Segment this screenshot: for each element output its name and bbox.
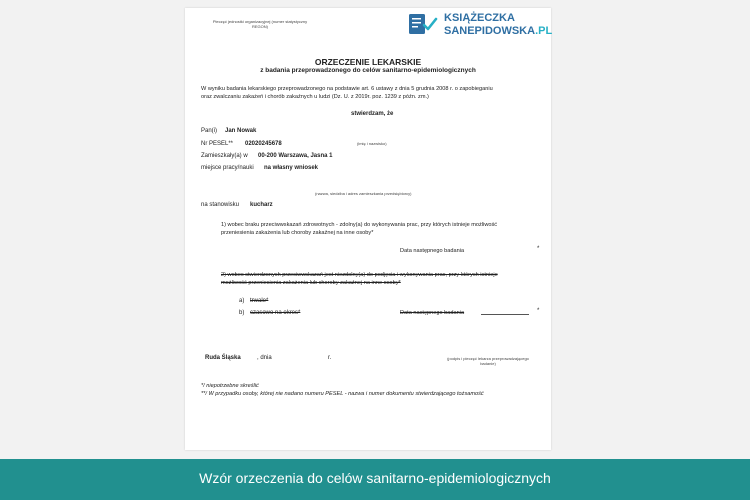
intro-line-2: oraz zwalczaniu zakażeń i chorób zakaźnych u ludzi (Dz. U. z 2019r. poz. 1239 z późn. zm.)	[201, 94, 429, 100]
next-exam-label-1: Data następnego badania	[400, 248, 465, 254]
item1-line-2: przeniesienia zakażenia lub choroby zakaźnej na inne osoby*	[221, 230, 374, 236]
date-label: , dnia	[257, 355, 272, 361]
footnote-2: **/ W przypadku osoby, której nie nadano numeru PESEL - nazwa i numer dokumentu stwierdzającego tożsamość	[201, 391, 484, 397]
document-check-icon	[408, 13, 438, 35]
stwierdzam-label: stwierdzam, że	[351, 111, 394, 117]
position-value: kucharz	[250, 202, 273, 208]
pesel-label: Nr PESEL**	[201, 141, 234, 147]
pesel-value: 02020245678	[245, 141, 282, 147]
option-a-marker: a)	[239, 298, 245, 304]
signature-hint: (podpis i pieczęć lekarza przeprowadzającego badanie)	[447, 356, 529, 366]
place-value: Ruda Śląska	[205, 355, 241, 361]
option-b-text: czasowo na okres*	[250, 310, 301, 316]
workplace-hint: (nazwa, siedziba i adres zamieszkania przedsiębiorcy)	[315, 191, 412, 196]
logo-tld: .PL	[535, 25, 553, 37]
document-title: ORZECZENIE LEKARSKIE	[314, 57, 422, 67]
caption-bar	[0, 459, 750, 500]
item2-line-2: możliwość przeniesienia zakażenia lub choroby zakaźnej na inne osoby*	[221, 280, 401, 286]
position-label: na stanowisku	[201, 202, 240, 208]
address-value: 00-200 Warszawa, Jasna 1	[258, 153, 333, 159]
option-a-text: trwale*	[250, 298, 269, 304]
name-value: Jan Nowak	[225, 128, 257, 134]
address-label: Zamieszkały(a) w	[201, 153, 248, 159]
logo-line2: SANEPIDOWSKA	[444, 25, 536, 37]
workplace-value: na własny wniosek	[264, 165, 319, 171]
next-exam-label-2: Data następnego badania	[400, 310, 465, 316]
medical-certificate-document	[185, 8, 551, 450]
logo-line1: KSIĄŻECZKA	[444, 12, 515, 24]
brand-logo	[444, 12, 552, 38]
footnote-1: */ niepotrzebne skreślić	[201, 383, 259, 389]
document-subtitle: z badania przeprowadzonego do celów sanitarno-epidemiologicznych	[260, 67, 476, 74]
next-exam-line-2	[481, 314, 529, 315]
year-suffix: r.	[328, 355, 332, 361]
workplace-label: miejsce pracy/nauki	[201, 165, 254, 171]
caption-text: Wzór orzeczenia do celów sanitarno-epidemiologicznych	[199, 470, 551, 486]
item1-line-1: 1) wobec braku przeciwwskazań zdrowotnych - zdolny(a) do wykonywania prac, przy których istnieje możliwość	[221, 222, 498, 228]
item2-line-1: 2) wobec stwierdzonych przeciwwskazań jest niezdolny(a) do podjęcia i wykonywania prac, przy których istnieje	[221, 272, 498, 278]
next-exam-star-1: *	[537, 246, 540, 252]
name-hint: (imię i nazwisko)	[357, 141, 387, 146]
next-exam-star-2: *	[537, 308, 540, 314]
name-label: Pan(i)	[201, 128, 218, 134]
stamp-label: Pieczęć jednostki organizacyjnej (numer statystyczny REGON)	[212, 19, 308, 29]
intro-line-1: W wyniku badania lekarskiego przeprowadzonego na podstawie art. 6 ustawy z dnia 5 grudnia 2008 r. o zapobieganiu	[201, 86, 493, 92]
option-b-marker: b)	[239, 310, 245, 316]
